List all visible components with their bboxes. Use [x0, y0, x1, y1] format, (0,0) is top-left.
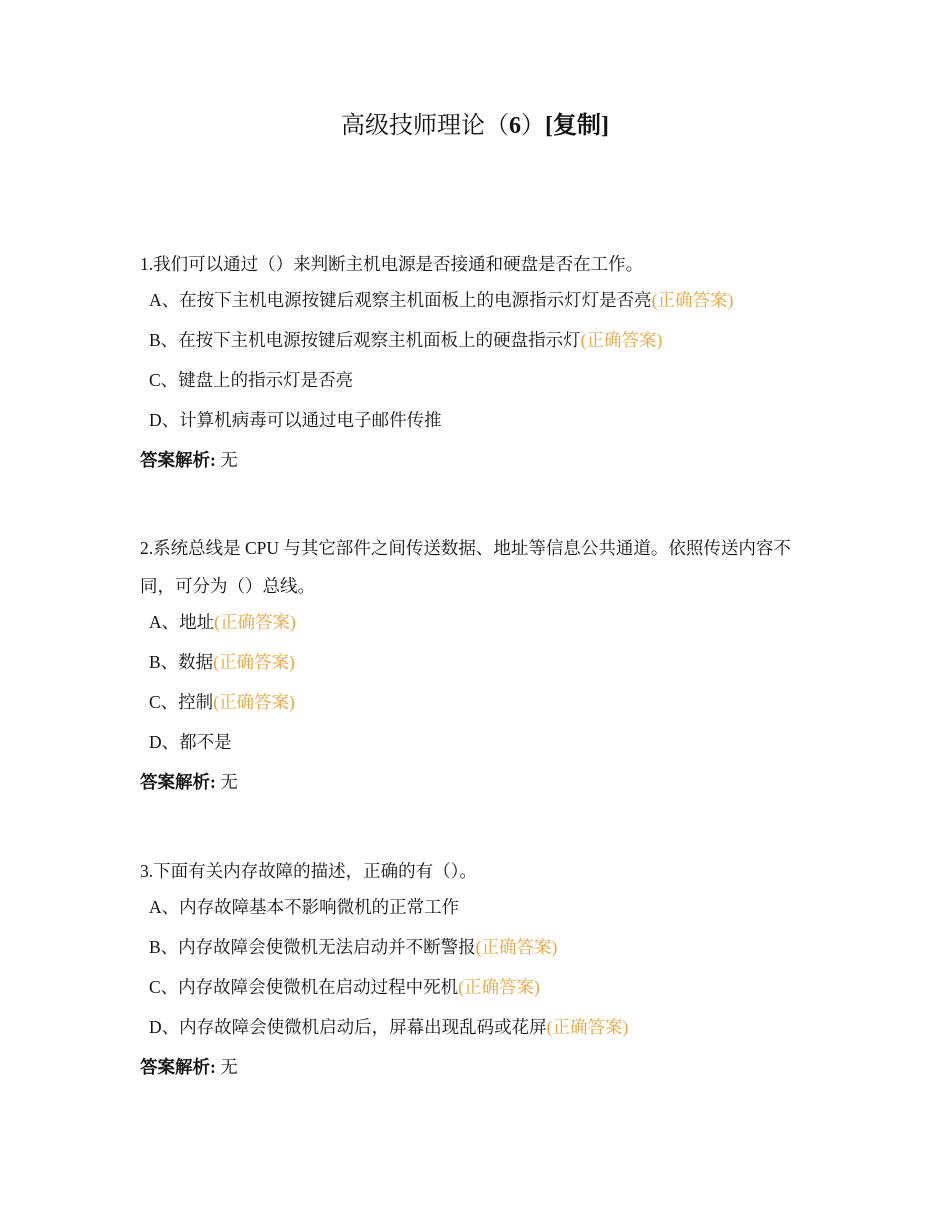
option-text: D、内存故障会使微机启动后，屏幕出现乱码或花屏 [149, 1017, 547, 1037]
question-stem: 1.我们可以通过（）来判断主机电源是否接通和硬盘是否在工作。 [140, 254, 644, 274]
answer-analysis [140, 769, 820, 795]
option-text: B、内存故障会使微机无法启动并不断警报 [149, 937, 476, 957]
option-c [140, 689, 820, 729]
question-3 [140, 852, 820, 1080]
analysis-label: 答案解析: [140, 772, 216, 792]
option-c [140, 367, 820, 407]
question-1 [140, 245, 820, 473]
option-text: C、键盘上的指示灯是否亮 [149, 370, 354, 390]
title-suffix: [复制] [545, 113, 609, 139]
title-middle: ） [521, 113, 545, 139]
option-text: D、都不是 [149, 732, 232, 752]
answer-analysis [140, 447, 820, 473]
option-text: A、内存故障基本不影响微机的正常工作 [149, 897, 460, 917]
correct-answer-mark: (正确答案) [458, 977, 540, 997]
option-c [140, 974, 820, 1014]
option-text: A、地址 [149, 612, 215, 632]
title-prefix: 高级技师理论（ [341, 113, 509, 139]
option-text: D、计算机病毒可以通过电子邮件传推 [149, 410, 442, 430]
option-d [140, 1014, 820, 1054]
option-d [140, 407, 820, 447]
question-2 [140, 529, 820, 795]
analysis-label: 答案解析: [140, 450, 216, 470]
title-number: 6 [509, 113, 521, 139]
option-d [140, 729, 820, 769]
correct-answer-mark: (正确答案) [546, 1017, 629, 1037]
page-title [0, 110, 950, 142]
option-text: B、数据 [149, 652, 214, 672]
answer-analysis [140, 1054, 820, 1080]
correct-answer-mark: (正确答案) [475, 937, 558, 957]
question-stem: 3.下面有关内存故障的描述，正确的有（）。 [140, 861, 477, 881]
option-b [140, 649, 820, 689]
question-stem: 2.系统总线是 CPU 与其它部件之间传送数据、地址等信息公共通道。依照传送内容不同，可分为（）总线。 [140, 538, 791, 596]
option-b [140, 934, 820, 974]
option-text: B、在按下主机电源按键后观察主机面板上的硬盘指示灯 [149, 330, 581, 350]
option-text: A、在按下主机电源按键后观察主机面板上的电源指示灯灯是否亮 [149, 290, 652, 310]
analysis-value: 无 [220, 1057, 238, 1077]
option-a [140, 894, 820, 934]
correct-answer-mark: (正确答案) [580, 330, 663, 350]
correct-answer-mark: (正确答案) [213, 692, 295, 712]
option-b [140, 327, 820, 367]
analysis-label: 答案解析: [140, 1057, 216, 1077]
option-text: C、控制 [149, 692, 214, 712]
correct-answer-mark: (正确答案) [213, 652, 295, 672]
option-a [140, 287, 820, 327]
correct-answer-mark: (正确答案) [214, 612, 296, 632]
option-a [140, 609, 820, 649]
option-text: C、内存故障会使微机在启动过程中死机 [149, 977, 459, 997]
analysis-value: 无 [220, 772, 238, 792]
correct-answer-mark: (正确答案) [651, 290, 734, 310]
analysis-value: 无 [220, 450, 238, 470]
